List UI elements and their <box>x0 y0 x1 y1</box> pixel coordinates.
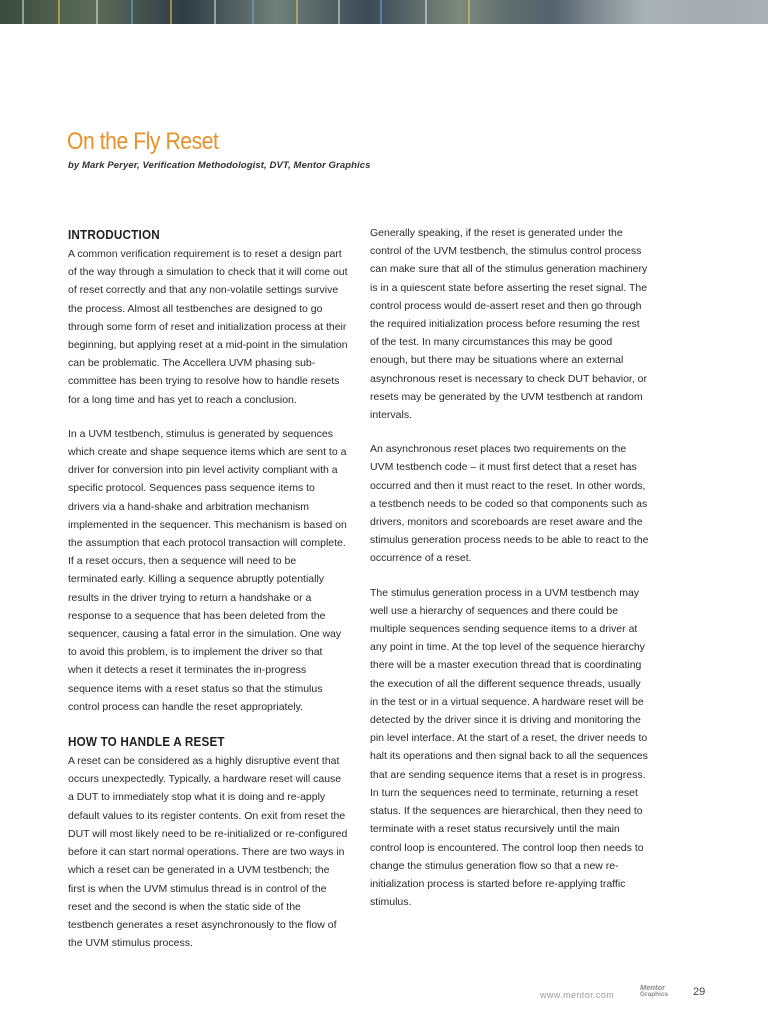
paragraph: In a UVM testbench, stimulus is generated by sequences which create and shape sequence items which are sent to a driver for conversion into pin level activity compliant with a specific protocol. Sequences pass sequence items to drivers via a hand-shake and arbitration mechanism implemented in the sequencer. This mechanism is based on the assumption that each protocol transaction will complete. If a reset occurs, then a sequence will need to be terminated early. Killing a sequence abruptly potentially results in the driver trying to return a handshake or a response to a sequence that has been deleted from the sequencer, causing a fatal error in the simulation. One way to avoid this problem, is to implement the driver so that when it detects a reset it terminates the in-progress sequence items with a reset status so that the stimulus control process can handle the reset appropriately. <box>68 427 347 713</box>
mentor-graphics-logo <box>640 984 670 1002</box>
logo-line-1: Mentor <box>640 983 665 992</box>
paragraph: A reset can be considered as a highly disruptive event that occurs unexpectedly. Typically, a hardware reset will cause a DUT to immediately stop what it is doing and re-apply default values to its register contents. On exit from reset the DUT will most likely need to be re-initialized or re-configured before it can start normal operations. There are two ways in which a reset can be generated in a UVM testbench; the first is when the UVM stimulus thread is in control of the reset and the second is when the static side of the testbench generates a reset asynchronously to the flow of the UVM stimulus process. <box>68 755 348 950</box>
header-banner-image <box>0 0 768 24</box>
footer-url-link[interactable]: www.mentor.com <box>540 990 615 1000</box>
page-number: 29 <box>693 986 706 998</box>
paragraph: Generally speaking, if the reset is generated under the control of the UVM testbench, the stimulus control process can make sure that all of the stimulus generation machinery is in a quiescent state before asserting the reset signal. The control process would de-assert reset and then go through the required initialization process before resuming the rest of the test. In many circumstances this may be good enough, but there may be situations where an external asynchronous reset is necessary to check DUT behavior, or resets may be generated by the UVM testbench at random intervals. <box>370 227 648 422</box>
article-title: On the Fly Reset <box>67 128 219 155</box>
paragraph: A common verification requirement is to reset a design part of the way through a simulation to check that it will come out of reset correctly and that any non-volatile settings survive the process. Almost all testbenches are designed to go through some form of reset and initialization process at their beginning, but applying reset at a mid-point in the simulation can be problematic. The Accellera UVM phasing sub-committee has been trying to resolve how to handle resets for a long time and has yet to reach a conclusion. <box>68 248 348 406</box>
article-byline: by Mark Peryer, Verification Methodologist, DVT, Mentor Graphics <box>68 160 371 171</box>
logo-line-2: Graphics <box>640 991 669 998</box>
right-column <box>370 224 650 927</box>
section-heading-how-to-handle-reset: HOW TO HANDLE A RESET <box>68 734 225 750</box>
left-column <box>68 224 348 968</box>
paragraph: An asynchronous reset places two requirements on the UVM testbench code – it must first detect that a reset has occurred and then it must react to the reset. In other words, a testbench needs to be coded so that components such as drivers, monitors and scoreboards are reset aware and the stimulus generation process needs to be able to react to the occurrence of a reset. <box>370 443 649 565</box>
section-heading-introduction: INTRODUCTION <box>68 227 160 242</box>
paragraph: The stimulus generation process in a UVM testbench may well use a hierarchy of sequences and there could be multiple sequences sending sequence items to a driver at any point in time. At the top level of the sequence hierarchy there will be a master execution thread that is coordinating the execution of all the different sequence threads, usually in the test or in a virtual sequence. A hardware reset will be detected by the driver since it is driving and monitoring the pin level interface. At the start of a reset, the driver needs to halt its operations and then signal back to all the sequences that are sending sequence items that a reset is in progress. In turn the sequences need to terminate, returning a reset status. If the sequences are hierarchical, then they need to terminate with a reset status recursively until the main control loop is encountered. The control loop then needs to change the stimulus generation flow so that a new re-initialization process is started before re-applying traffic stimulus. <box>370 586 648 909</box>
